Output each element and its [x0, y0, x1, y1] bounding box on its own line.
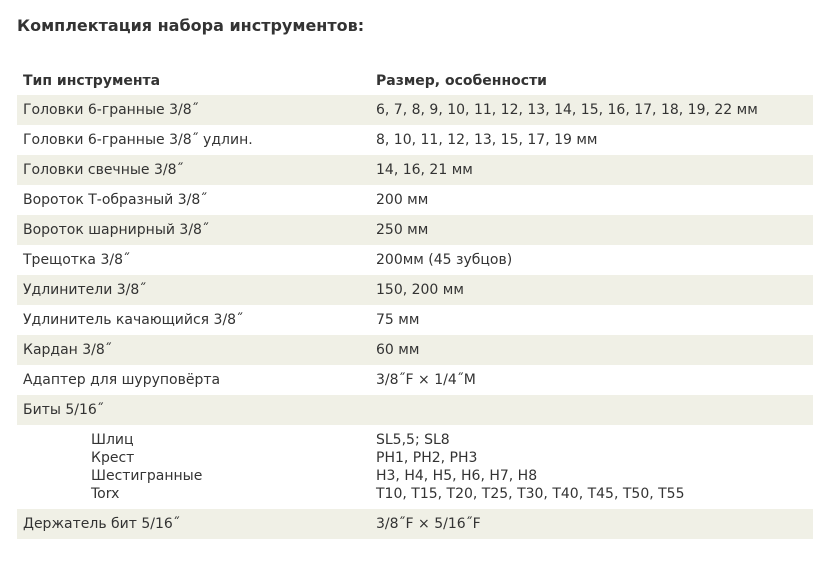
tool-size: 6, 7, 8, 9, 10, 11, 12, 13, 14, 15, 16, 17, 18, 19, 22 мм [370, 95, 813, 125]
page-title: Комплектация набора инструментов: [17, 16, 365, 35]
tool-size: 200 мм [376, 192, 429, 208]
column-header-size: Размер, особенности [376, 72, 547, 89]
table-row [17, 305, 813, 335]
bits-detail-row [17, 425, 813, 509]
table-row [17, 335, 813, 365]
tool-size: 250 мм [370, 215, 813, 245]
table-row [17, 95, 813, 125]
tool-size: 75 мм [376, 312, 420, 328]
table-header-row [17, 66, 813, 95]
tool-size: 14, 16, 21 мм [370, 155, 813, 185]
tool-size: 3/8˝F × 5/16˝F [370, 509, 813, 539]
bit-type-name: Шлиц [91, 432, 134, 448]
bit-type-name: Шестигранные [91, 468, 203, 484]
tool-name: Трещотка 3/8˝ [23, 252, 130, 268]
tool-name: Держатель бит 5/16˝ [17, 509, 370, 539]
bit-type-sizes: PH1, PH2, PH3 [376, 450, 478, 466]
tool-size: 8, 10, 11, 12, 13, 15, 17, 19 мм [376, 132, 598, 148]
kit-table [17, 66, 813, 539]
tool-size: 3/8˝F × 1/4˝M [376, 372, 476, 388]
tool-size [370, 395, 813, 425]
column-header-type: Тип инструмента [23, 72, 161, 89]
table-row [17, 275, 813, 305]
tool-name: Головки свечные 3/8˝ [17, 155, 370, 185]
table-row [17, 509, 813, 539]
tool-name: Кардан 3/8˝ [17, 335, 370, 365]
table-row [17, 215, 813, 245]
bit-type-sizes: SL5,5; SL8 [376, 432, 450, 448]
tool-name: Адаптер для шуруповёрта [23, 372, 221, 388]
table-row [17, 185, 813, 215]
tool-name: Головки 6-гранные 3/8˝ [17, 95, 370, 125]
tool-name: Удлинитель качающийся 3/8˝ [23, 312, 244, 328]
bit-type-name: Torx [91, 486, 120, 502]
tool-name: Биты 5/16˝ [17, 395, 370, 425]
table-row [17, 395, 813, 425]
bits-size-list [370, 425, 813, 509]
table-row [17, 155, 813, 185]
tool-name: Головки 6-гранные 3/8˝ удлин. [23, 132, 253, 148]
bits-type-list [17, 425, 370, 509]
bit-type-sizes: H3, H4, H5, H6, H7, H8 [376, 468, 538, 484]
tool-name: Удлинители 3/8˝ [17, 275, 370, 305]
bit-type-sizes: T10, T15, T20, T25, T30, T40, T45, T50, T55 [376, 486, 685, 502]
tool-size: 150, 200 мм [370, 275, 813, 305]
tool-name: Вороток Т-образный 3/8˝ [23, 192, 208, 208]
table-row [17, 365, 813, 395]
tool-size: 200мм (45 зубцов) [376, 252, 513, 268]
tool-size: 60 мм [370, 335, 813, 365]
bit-type-name: Крест [91, 450, 135, 466]
table-row [17, 125, 813, 155]
tool-name: Вороток шарнирный 3/8˝ [17, 215, 370, 245]
table-row [17, 245, 813, 275]
